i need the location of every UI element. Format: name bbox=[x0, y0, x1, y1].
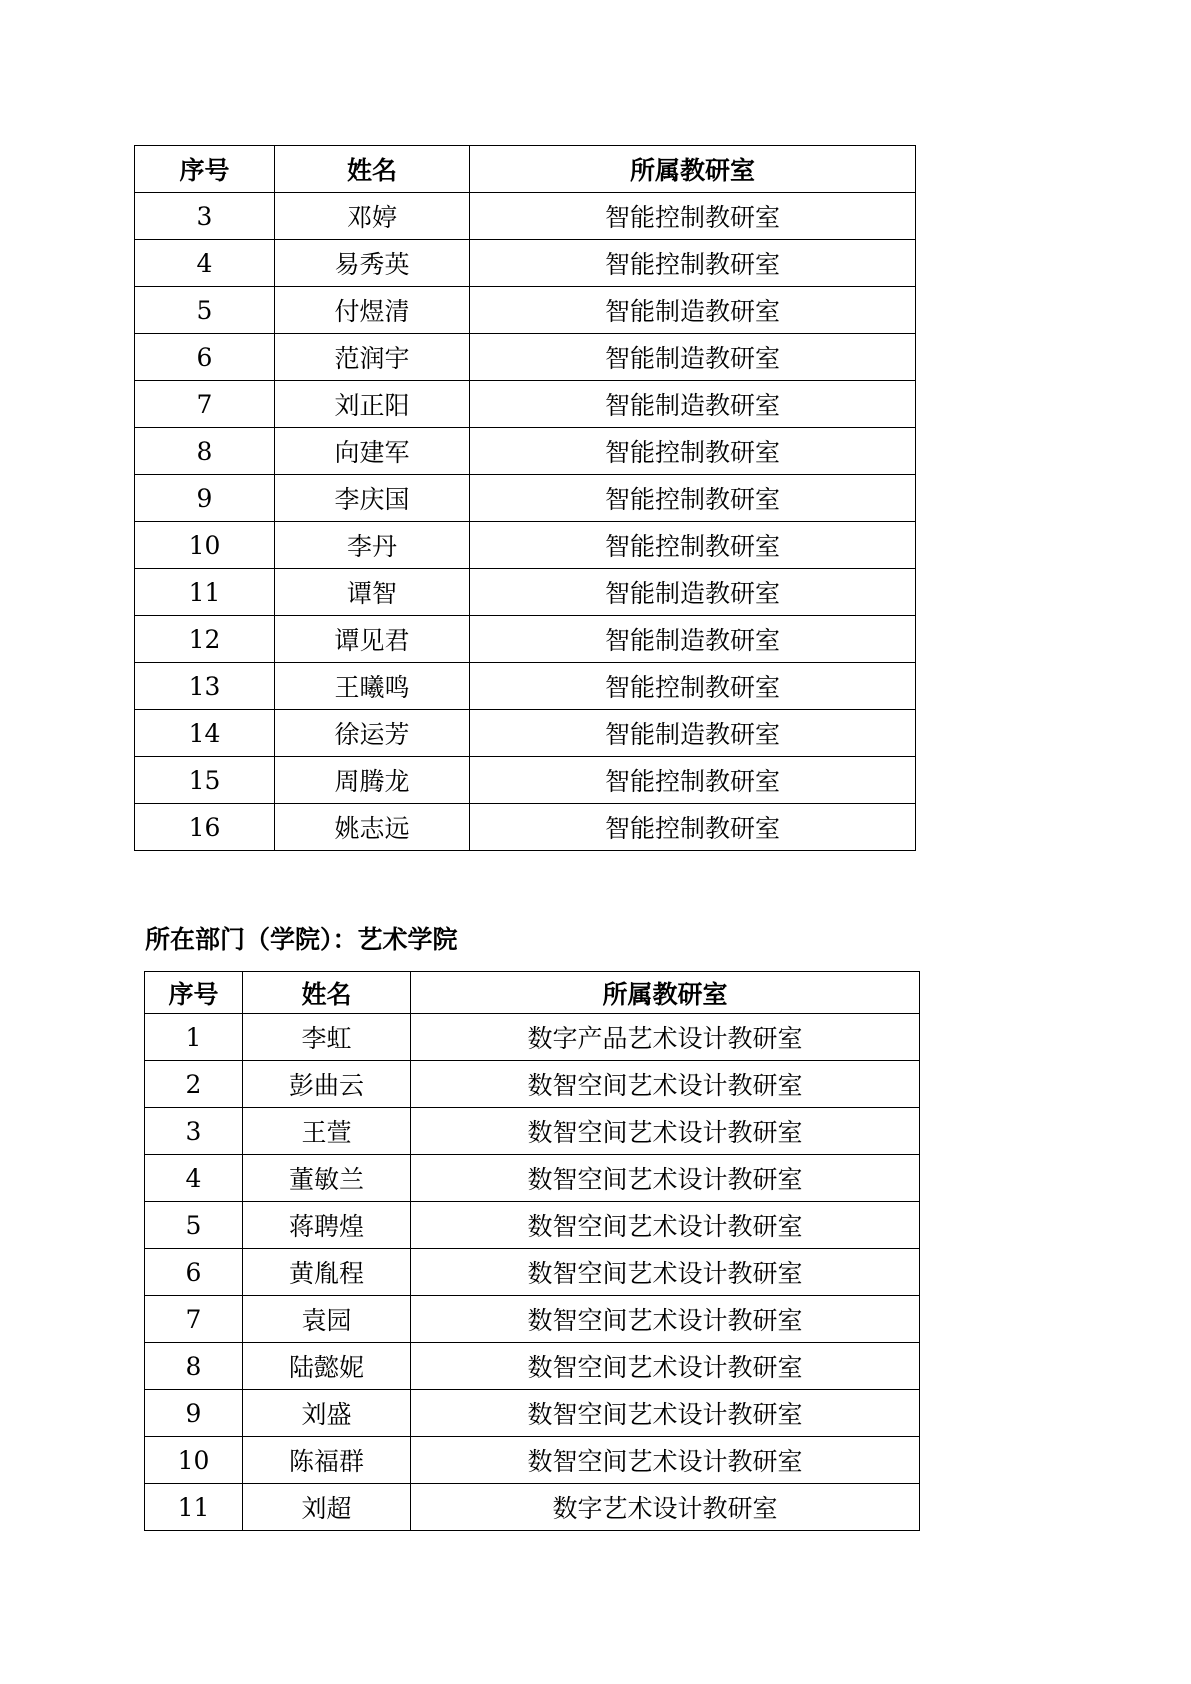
cell-name: 李虹 bbox=[243, 1014, 411, 1061]
cell-name: 邓婷 bbox=[275, 193, 470, 240]
cell-index: 10 bbox=[135, 522, 275, 569]
cell-name: 谭见君 bbox=[275, 616, 470, 663]
cell-name: 谭智 bbox=[275, 569, 470, 616]
column-header-name: 姓名 bbox=[275, 146, 470, 193]
table-row bbox=[145, 1155, 920, 1202]
table-row bbox=[135, 334, 916, 381]
department-title: 所在部门（学院）：艺术学院 bbox=[145, 925, 458, 954]
cell-name: 易秀英 bbox=[275, 240, 470, 287]
staff-table-1 bbox=[134, 145, 916, 851]
cell-index: 5 bbox=[135, 287, 275, 334]
cell-office: 数智空间艺术设计教研室 bbox=[411, 1343, 920, 1390]
cell-name: 李丹 bbox=[275, 522, 470, 569]
table-row bbox=[145, 1014, 920, 1061]
table-row bbox=[135, 569, 916, 616]
cell-office: 智能制造教研室 bbox=[470, 381, 916, 428]
cell-name: 袁园 bbox=[243, 1296, 411, 1343]
cell-index: 10 bbox=[145, 1437, 243, 1484]
table-row bbox=[135, 804, 916, 851]
cell-office: 数智空间艺术设计教研室 bbox=[411, 1390, 920, 1437]
cell-name: 王萱 bbox=[243, 1108, 411, 1155]
table-row bbox=[145, 1296, 920, 1343]
column-header-office: 所属教研室 bbox=[411, 972, 920, 1014]
cell-index: 9 bbox=[145, 1390, 243, 1437]
table-row bbox=[145, 1343, 920, 1390]
cell-name: 付煜清 bbox=[275, 287, 470, 334]
cell-office: 数智空间艺术设计教研室 bbox=[411, 1202, 920, 1249]
table-row bbox=[145, 1108, 920, 1155]
cell-office: 数字艺术设计教研室 bbox=[411, 1484, 920, 1531]
cell-name: 刘超 bbox=[243, 1484, 411, 1531]
column-header-index: 序号 bbox=[145, 972, 243, 1014]
cell-office: 智能制造教研室 bbox=[470, 569, 916, 616]
cell-index: 15 bbox=[135, 757, 275, 804]
cell-name: 陆懿妮 bbox=[243, 1343, 411, 1390]
cell-office: 数智空间艺术设计教研室 bbox=[411, 1249, 920, 1296]
cell-index: 6 bbox=[145, 1249, 243, 1296]
cell-index: 12 bbox=[135, 616, 275, 663]
cell-office: 智能控制教研室 bbox=[470, 475, 916, 522]
cell-name: 刘盛 bbox=[243, 1390, 411, 1437]
cell-index: 2 bbox=[145, 1061, 243, 1108]
cell-office: 智能控制教研室 bbox=[470, 240, 916, 287]
cell-name: 刘正阳 bbox=[275, 381, 470, 428]
cell-name: 范润宇 bbox=[275, 334, 470, 381]
cell-office: 数智空间艺术设计教研室 bbox=[411, 1108, 920, 1155]
table-row bbox=[145, 1061, 920, 1108]
cell-index: 8 bbox=[145, 1343, 243, 1390]
cell-office: 智能制造教研室 bbox=[470, 710, 916, 757]
cell-office: 数智空间艺术设计教研室 bbox=[411, 1296, 920, 1343]
cell-index: 4 bbox=[135, 240, 275, 287]
cell-index: 3 bbox=[145, 1108, 243, 1155]
cell-index: 7 bbox=[145, 1296, 243, 1343]
table-row bbox=[145, 1249, 920, 1296]
cell-office: 智能控制教研室 bbox=[470, 757, 916, 804]
cell-office: 数字产品艺术设计教研室 bbox=[411, 1014, 920, 1061]
table-row bbox=[135, 287, 916, 334]
table-row bbox=[145, 1390, 920, 1437]
cell-name: 李庆国 bbox=[275, 475, 470, 522]
table-row bbox=[135, 381, 916, 428]
cell-office: 数智空间艺术设计教研室 bbox=[411, 1061, 920, 1108]
cell-name: 董敏兰 bbox=[243, 1155, 411, 1202]
cell-office: 智能制造教研室 bbox=[470, 616, 916, 663]
cell-index: 11 bbox=[145, 1484, 243, 1531]
cell-index: 1 bbox=[145, 1014, 243, 1061]
table-row bbox=[145, 1437, 920, 1484]
cell-office: 智能控制教研室 bbox=[470, 663, 916, 710]
cell-index: 3 bbox=[135, 193, 275, 240]
table-row bbox=[135, 710, 916, 757]
table-row bbox=[145, 1202, 920, 1249]
cell-name: 徐运芳 bbox=[275, 710, 470, 757]
table-row bbox=[135, 428, 916, 475]
cell-index: 4 bbox=[145, 1155, 243, 1202]
cell-index: 14 bbox=[135, 710, 275, 757]
cell-index: 13 bbox=[135, 663, 275, 710]
cell-name: 黄胤程 bbox=[243, 1249, 411, 1296]
cell-office: 数智空间艺术设计教研室 bbox=[411, 1437, 920, 1484]
table-row bbox=[135, 757, 916, 804]
table-row bbox=[135, 240, 916, 287]
cell-name: 彭曲云 bbox=[243, 1061, 411, 1108]
table-row bbox=[135, 193, 916, 240]
table-row bbox=[135, 522, 916, 569]
column-header-index: 序号 bbox=[135, 146, 275, 193]
table-row bbox=[145, 1484, 920, 1531]
column-header-office: 所属教研室 bbox=[470, 146, 916, 193]
cell-index: 7 bbox=[135, 381, 275, 428]
column-header-name: 姓名 bbox=[243, 972, 411, 1014]
cell-index: 9 bbox=[135, 475, 275, 522]
cell-index: 8 bbox=[135, 428, 275, 475]
table-row bbox=[135, 616, 916, 663]
table-header-row bbox=[145, 972, 920, 1014]
cell-index: 16 bbox=[135, 804, 275, 851]
table-row bbox=[135, 663, 916, 710]
cell-office: 智能制造教研室 bbox=[470, 287, 916, 334]
table-row bbox=[135, 475, 916, 522]
cell-name: 蒋聘煌 bbox=[243, 1202, 411, 1249]
cell-office: 智能制造教研室 bbox=[470, 334, 916, 381]
cell-index: 6 bbox=[135, 334, 275, 381]
cell-office: 智能控制教研室 bbox=[470, 193, 916, 240]
cell-index: 5 bbox=[145, 1202, 243, 1249]
cell-office: 数智空间艺术设计教研室 bbox=[411, 1155, 920, 1202]
cell-name: 王曦鸣 bbox=[275, 663, 470, 710]
table-header-row bbox=[135, 146, 916, 193]
cell-name: 姚志远 bbox=[275, 804, 470, 851]
cell-name: 陈福群 bbox=[243, 1437, 411, 1484]
cell-name: 向建军 bbox=[275, 428, 470, 475]
cell-name: 周腾龙 bbox=[275, 757, 470, 804]
cell-office: 智能控制教研室 bbox=[470, 804, 916, 851]
cell-office: 智能控制教研室 bbox=[470, 428, 916, 475]
staff-table-2 bbox=[144, 971, 920, 1531]
cell-office: 智能控制教研室 bbox=[470, 522, 916, 569]
cell-index: 11 bbox=[135, 569, 275, 616]
